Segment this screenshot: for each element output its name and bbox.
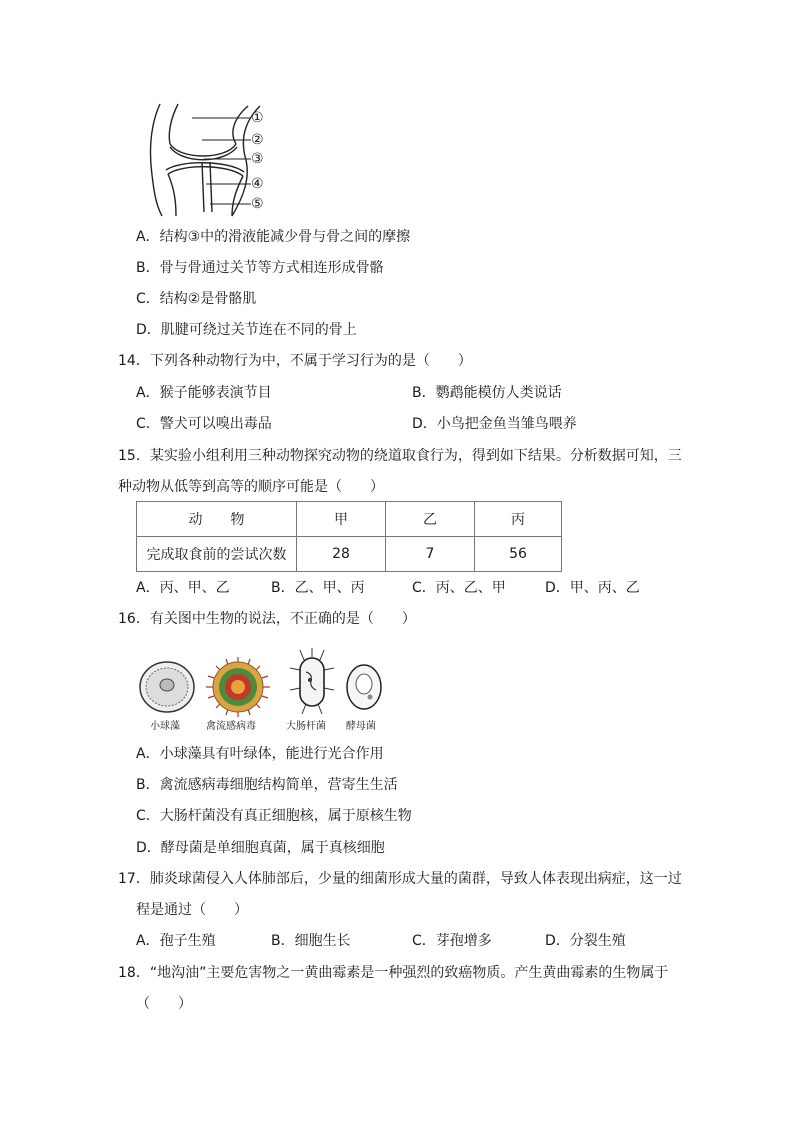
table-header-cell: 乙	[386, 502, 475, 537]
q16-option-c: C．大肠杆菌没有真正细胞核，属于原核生物	[136, 808, 412, 824]
q15-stem-line2: 种动物从低等到高等的顺序可能是（ ）	[118, 479, 384, 495]
q17-option-c: C．芽孢增多	[412, 933, 492, 949]
joint-diagram	[140, 100, 300, 218]
q14-option-d: D．小鸟把金鱼当雏鸟喂养	[412, 416, 577, 432]
q18-stem-line2: （ ）	[136, 996, 192, 1012]
q16-option-d: D．酵母菌是单细胞真菌，属于真核细胞	[136, 840, 385, 856]
table-header-cell: 动 物	[137, 502, 297, 537]
q17-option-d: D．分裂生殖	[545, 933, 626, 949]
q15-stem-line1: 15．某实验小组利用三种动物探究动物的绕道取食行为，得到如下结果。分析数据可知，三	[118, 448, 682, 464]
q15-option-d: D．甲、丙、乙	[545, 580, 640, 596]
table-cell: 28	[297, 537, 386, 572]
q14-option-a: A．猴子能够表演节目	[136, 385, 272, 401]
q15-table	[136, 501, 562, 572]
joint-label-3: ③	[251, 151, 264, 167]
table-header-cell: 丙	[475, 502, 562, 537]
caption-chlorella: 小球藻	[150, 721, 180, 732]
q17-stem-line2: 程是通过（ ）	[136, 902, 248, 918]
e-coli-image	[284, 648, 340, 716]
table-cell: 56	[475, 537, 562, 572]
q13-option-c: C．结构②是骨骼肌	[136, 291, 257, 307]
q14-option-b: B．鹦鹉能模仿人类说话	[412, 385, 562, 401]
table-header-cell: 甲	[297, 502, 386, 537]
q15-option-b: B．乙、甲、丙	[271, 580, 365, 596]
joint-label-4: ④	[251, 176, 264, 192]
q14-option-c: C．警犬可以嗅出毒品	[136, 416, 272, 432]
q15-option-a: A．丙、甲、乙	[136, 580, 230, 596]
q13-option-b: B．骨与骨通过关节等方式相连形成骨骼	[136, 260, 384, 276]
chlorella-image	[138, 660, 196, 714]
q17-option-b: B．细胞生长	[271, 933, 351, 949]
caption-avian-flu-virus: 禽流感病毒	[206, 721, 256, 732]
q17-option-a: A．孢子生殖	[136, 933, 216, 949]
table-cell: 完成取食前的尝试次数	[137, 537, 297, 572]
caption-yeast: 酵母菌	[346, 721, 376, 732]
joint-label-5: ⑤	[251, 196, 264, 212]
yeast-image	[344, 662, 384, 712]
q13-option-a: A．结构③中的滑液能减少骨与骨之间的摩擦	[136, 229, 411, 245]
caption-e-coli: 大肠杆菌	[286, 721, 326, 732]
q13-option-d: D．肌腱可绕过关节连在不同的骨上	[136, 322, 357, 338]
q18-stem-line1: 18．“地沟油”主要危害物之一黄曲霉素是一种强烈的致癌物质。产生黄曲霉素的生物属于	[118, 965, 669, 981]
table-cell: 7	[386, 537, 475, 572]
table-row	[137, 537, 562, 572]
q16-option-b: B．禽流感病毒细胞结构简单，营寄生生活	[136, 777, 398, 793]
joint-label-1: ①	[251, 110, 264, 126]
table-header-row	[137, 502, 562, 537]
joint-label-2: ②	[251, 132, 264, 148]
q16-stem: 16．有关图中生物的说法，不正确的是（ ）	[118, 611, 416, 627]
avian-flu-virus-image	[204, 656, 272, 718]
q15-option-c: C．丙、乙、甲	[412, 580, 506, 596]
q16-option-a: A．小球藻具有叶绿体，能进行光合作用	[136, 746, 384, 762]
q17-stem-line1: 17．肺炎球菌侵入人体肺部后，少量的细菌形成大量的菌群，导致人体表现出病症，这一过	[118, 871, 682, 887]
q14-stem: 14．下列各种动物行为中，不属于学习行为的是（ ）	[118, 353, 472, 369]
